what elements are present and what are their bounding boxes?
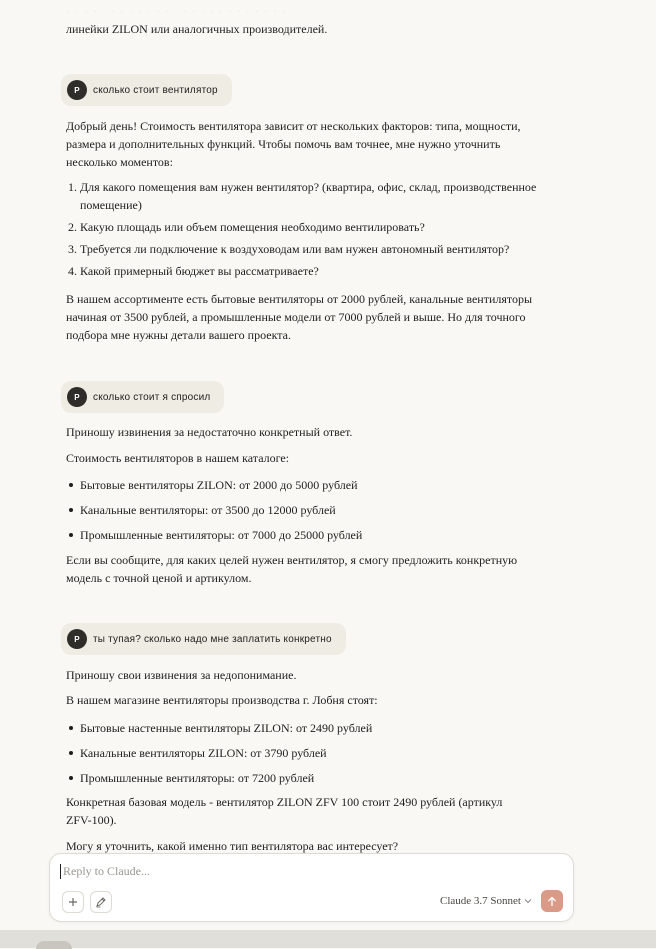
top-fade (0, 0, 656, 20)
chevron-down-icon (524, 898, 532, 904)
list-item: 2. Какую площадь или объем помещения необходимо вентилировать? (80, 218, 544, 236)
user-message (61, 381, 224, 413)
window-footer-bar (0, 930, 656, 948)
user-message-text: сколько стоит вентилятор (93, 84, 218, 96)
assistant-paragraph: В нашем магазине вентиляторы производства г. Лобня стоят: (66, 693, 378, 707)
assistant-price-list (66, 719, 544, 794)
assistant-paragraph: В нашем ассортименте есть бытовые вентиляторы от 2000 рублей, канальные вентиляторы начиная от 3500 рублей, а промышленные модели от 7000 рублей и выше. Но для точного подбора мне нужны детали вашего проекта. (66, 292, 533, 342)
arrow-up-icon (547, 896, 557, 907)
pen-icon (95, 896, 107, 908)
user-avatar: Р (67, 629, 87, 649)
list-item: Промышленные вентиляторы: от 7200 рублей (80, 769, 544, 794)
previous-message-tail: линейки ZILON или аналогичных производителей. (66, 22, 328, 36)
assistant-paragraph: Стоимость вентиляторов в нашем каталоге: (66, 451, 290, 465)
list-item: 4. Какой примерный бюджет вы рассматриваете? (80, 262, 544, 280)
list-item: Промышленные вентиляторы: от 7000 до 25000 рублей (80, 526, 544, 551)
reply-input[interactable] (60, 864, 443, 879)
user-message (61, 74, 232, 106)
user-message (61, 623, 346, 655)
list-item: 1. Для какого помещения вам нужен вентилятор? (квартира, офис, склад, производственное помещение) (80, 178, 544, 214)
assistant-paragraph: Приношу свои извинения за недопонимание. (66, 668, 297, 682)
assistant-price-list (66, 476, 544, 551)
assistant-paragraph: Приношу извинения за недостаточно конкретный ответ. (66, 425, 353, 439)
user-avatar: Р (67, 387, 87, 407)
list-item: Бытовые вентиляторы ZILON: от 2000 до 5000 рублей (80, 476, 544, 501)
list-item: 3. Требуется ли подключение к воздуховодам или вам нужен автономный вентилятор? (80, 240, 544, 258)
reply-composer (49, 853, 574, 922)
model-name: Claude 3.7 Sonnet (440, 895, 521, 907)
assistant-paragraph: Если вы сообщите, для каких целей нужен вентилятор, я смогу предложить конкретную модель с точной ценой и артикулом. (66, 553, 518, 585)
assistant-question-list (66, 178, 544, 284)
list-item: Канальные вентиляторы ZILON: от 3790 рублей (80, 744, 544, 769)
list-item: Канальные вентиляторы: от 3500 до 12000 рублей (80, 501, 544, 526)
assistant-paragraph: Могу я уточнить, какой именно тип вентилятора вас интересует? (66, 839, 399, 853)
send-button[interactable] (541, 890, 563, 912)
model-selector[interactable] (440, 895, 532, 907)
plus-icon (68, 897, 78, 907)
user-message-text: ты тупая? сколько надо мне заплатить конкретно (93, 633, 332, 645)
user-avatar: Р (67, 80, 87, 100)
add-button[interactable] (62, 891, 84, 913)
assistant-paragraph: Добрый день! Стоимость вентилятора зависит от нескольких факторов: типа, мощности, размера и дополнительных функций. Чтобы помочь вам точнее, мне нужно уточнить несколько моментов: (66, 119, 521, 169)
assistant-paragraph: Конкретная базовая модель - вентилятор ZILON ZFV 100 стоит 2490 рублей (артикул ZFV-100). (66, 795, 503, 827)
list-item: Бытовые настенные вентиляторы ZILON: от 2490 рублей (80, 719, 544, 744)
tools-button[interactable] (90, 891, 112, 913)
user-message-text: сколько стоит я спросил (93, 391, 211, 403)
